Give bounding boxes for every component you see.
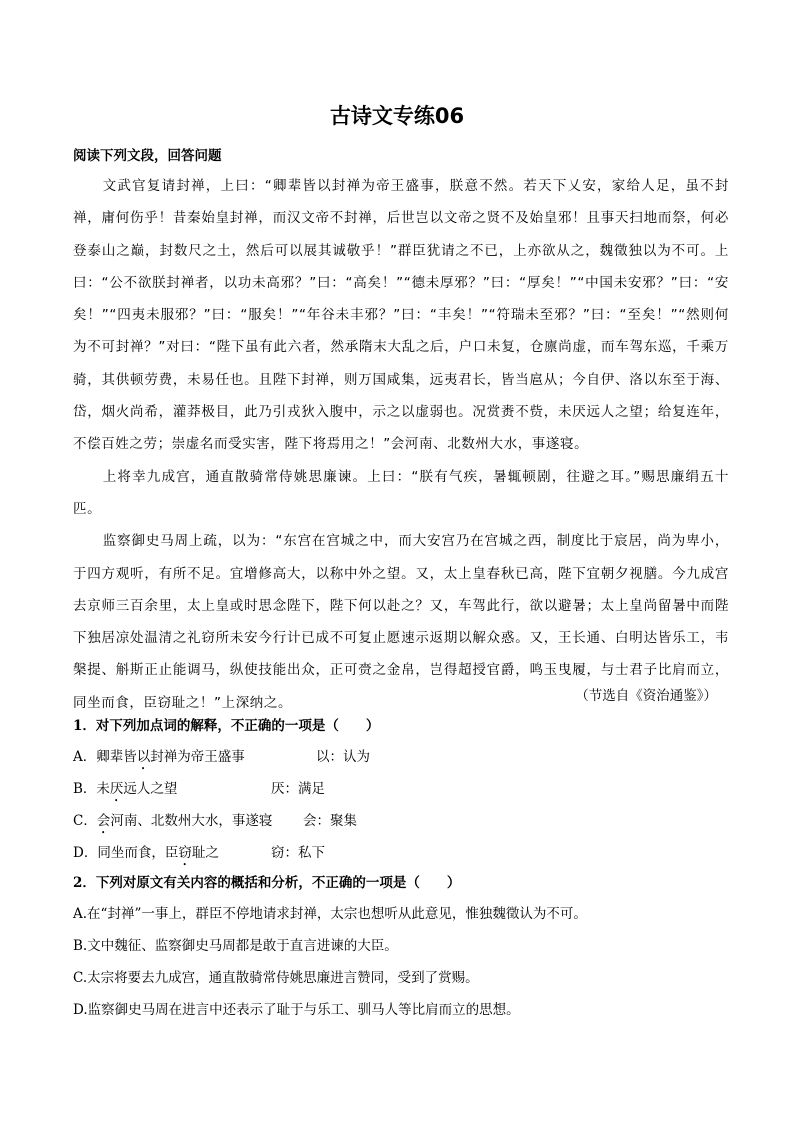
passage	[73, 170, 729, 719]
option-row: B.文中魏征、监察御史马周都是敢于直言进谏的大臣。	[73, 938, 398, 954]
passage-source: （节选自《资治通鉴》）	[575, 688, 717, 704]
option-text: B．未厌远人之望	[73, 781, 178, 797]
option-row: C.太宗将要去九成宫，通直散骑常侍姚思廉进言赞同，受到了赏赐。	[73, 970, 479, 986]
questions	[73, 712, 729, 1026]
option-gloss: 窃：私下	[271, 845, 325, 861]
page-title: 古诗文专练06	[329, 104, 465, 128]
dotted-char: 窃	[178, 845, 192, 861]
option-text: A．卿辈皆以封禅为帝王盛事	[73, 749, 245, 765]
option-row: D.监察御史马周在进言中还表示了耻于与乐工、驯马人等比肩而立的思想。	[73, 1002, 520, 1018]
instruction: 阅读下列文段，回答问题	[73, 148, 222, 164]
option-text: C．会河南、北数州大水，事遂寝	[73, 813, 273, 829]
passage-paragraph: 文武官复请封禅，上曰：“卿辈皆以封禅为帝王盛事，朕意不然。若天下乂安，家给人足，虽不封禅，庸何伤乎！昔秦始皇封禅，而汉文帝不封禅，后世岂以文帝之贤不及始皇邪！且事天扫地而祭，何必登泰山之巅，封数尺之土，然后可以展其诚敬乎！”群臣犹请之不已，上亦欲从之，魏徵独以为不可。上曰：“公不欲朕封禅者，以功未高邪？”曰：“高矣！”“德未厚邪？”曰：“厚矣！”“中国未安邪？”曰：“安矣！”“四夷未服邪？”曰：“服矣！”“年谷未丰邪？”曰：“丰矣！”“符瑞未至邪？”曰：“至矣！”“然则何为不可封禅？”对曰：“陛下虽有此六者，然承隋末大乱之后，户口未复，仓廪尚虚，而车驾东巡，千乘万骑，其供顿劳费，未易任也。且陛下封禅，则万国咸集，远夷君长，皆当扈从；今自伊、洛以东至于海、岱，烟火尚希，灌莽极目，此乃引戎狄入腹中，示之以虚弱也。况赏赉不赀，未厌远人之望；给复连年，不偿百姓之劳；崇虚名而受实害，陛下将焉用之！”会河南、北数州大水，事遂寝。	[73, 178, 729, 453]
dotted-char: 厌	[109, 781, 124, 797]
option-row	[73, 837, 729, 869]
option-gloss: 会：聚集	[303, 813, 357, 829]
question-stem: 2．下列对原文有关内容的概括和分析，不正确的一项是（ ）	[73, 875, 461, 891]
option-text: D．同坐而食，臣窃耻之	[73, 845, 219, 861]
option-row	[73, 805, 729, 837]
option-row	[73, 773, 729, 805]
dotted-char: 以	[136, 749, 151, 765]
option-row: A.在“封禅”一事上，群臣不停地请求封禅，太宗也想听从此意见，惟独魏徵认为不可。	[73, 906, 587, 922]
option-row	[73, 741, 729, 773]
dotted-char: 会	[96, 813, 111, 829]
passage-paragraph: 监察御史马周上疏，以为：“东宫在宫城之中，而大安宫乃在宫城之西，制度比于宸居，尚为卑小，于四方观听，有所不足。宜增修高大，以称中外之望。又，太上皇春秋已高，陛下宜朝夕视膳。今九成宫去京师三百余里，太上皇或时思念陛下，陛下何以赴之？又，车驾此行，欲以避暑；太上皇尚留暑中而陛下独居凉处温清之礼窃所未安今行计已成不可复止愿速示返期以解众惑。又，王长通、白明达皆乐工，韦槃提、斛斯正止能调马，纵使技能出众，正可赍之金帛，岂得超授官爵，鸣玉曳履，与士君子比肩而立，同坐而食，臣窃耻之！”上深纳之。	[73, 533, 729, 711]
question-stem: 1．对下列加点词的解释，不正确的一项是（ ）	[73, 718, 380, 734]
option-gloss: 厌：满足	[271, 781, 325, 797]
option-gloss: 以：认为	[316, 749, 370, 765]
passage-paragraph: 上将幸九成宫，通直散骑常侍姚思廉谏。上曰：“朕有气疾，暑辄顿剧，往避之耳。”赐思廉绢五十匹。	[73, 468, 729, 517]
